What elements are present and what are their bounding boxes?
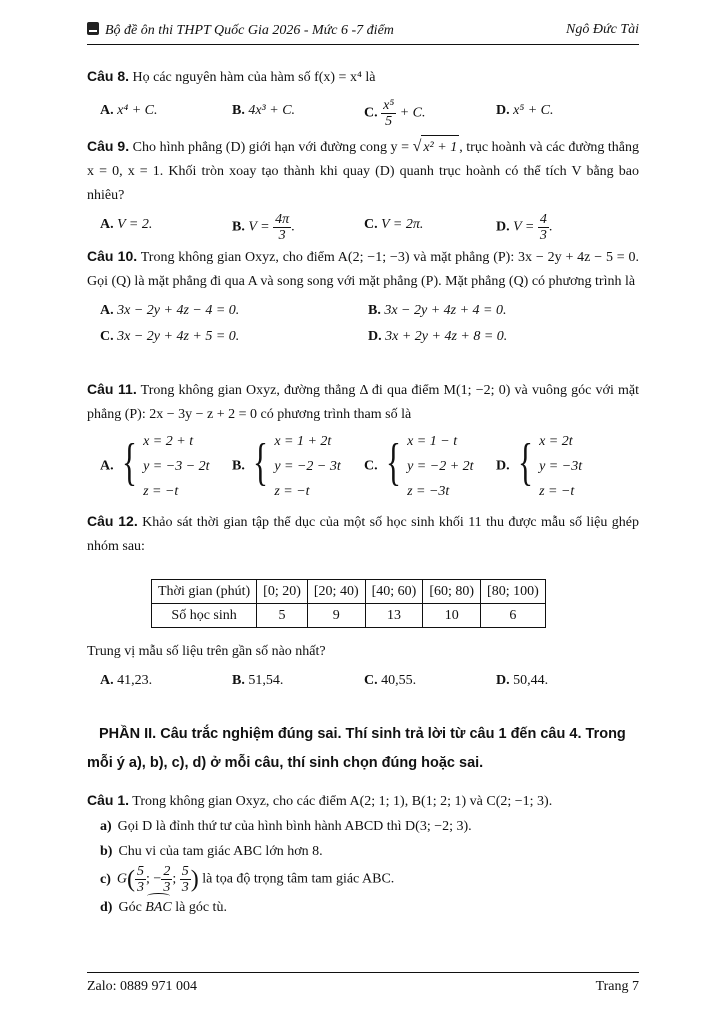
option-d: D. x⁵ + C. <box>496 103 554 118</box>
question-text: Khảo sát thời gian tập thể dục của một số học sinh khối 11 thu được mẫu số liệu ghép nhóm sau: <box>87 515 640 554</box>
option-c: C. $\frac{\text{x⁵}}{5}$ + C. <box>364 98 426 129</box>
item-a: a) Gọi D là đỉnh thứ tư của hình bình hành ABCD thì D(3; −2; 3). <box>100 819 472 834</box>
options <box>87 668 639 694</box>
footer-zalo: Zalo: 0889 971 004 <box>87 979 198 994</box>
angle-symbol: BAC <box>145 895 171 920</box>
options-row-1 <box>87 298 639 324</box>
table-row <box>152 604 546 628</box>
table-cell: [80; 100) <box>481 580 546 604</box>
table-cell: Số học sinh <box>152 604 257 628</box>
option-c: C. V = 2π. <box>364 217 424 232</box>
question-text: Họ các nguyên hàm của hàm số f(x) = x⁴ là <box>132 70 376 85</box>
question-label: Câu 8. <box>87 68 130 84</box>
option-d: D. 50,44. <box>496 673 549 688</box>
data-table <box>151 579 546 628</box>
table-cell: [0; 20) <box>257 580 308 604</box>
page-header <box>87 22 639 45</box>
option-a: A. 3x − 2y + 4z − 4 = 0. <box>100 303 240 318</box>
option-c: C. 3x − 2y + 4z + 5 = 0. <box>100 329 240 344</box>
part-2 <box>87 704 639 920</box>
table-cell: Thời gian (phút) <box>152 580 257 604</box>
question-text: Cho hình phẳng (D) giới hạn với đường cong y = <box>132 140 413 155</box>
item-c: c) G( $\frac{5}{3}$ ; − $\frac{2}{3}$ ; $\frac{5}{3}$ ) là tọa độ trọng tâm tam giác ABC. <box>100 864 395 895</box>
option-b: B. 4x³ + C. <box>232 103 296 118</box>
table-row <box>152 580 546 604</box>
table-cell: 13 <box>365 604 423 628</box>
option-a: A. x⁴ + C. <box>100 103 158 118</box>
option-c: C. 40,55. <box>364 673 417 688</box>
table-cell: [40; 60) <box>365 580 423 604</box>
question-label: Câu 1. <box>87 792 130 808</box>
question-text: Trong không gian Oxyz, đường thẳng Δ đi qua điểm M(1; −2; 0) và vuông góc với mặt phẳng (P): 2x − 3y − z + 2 = 0 có phương trình tham số là <box>87 383 640 422</box>
table-cell: 6 <box>481 604 546 628</box>
table-cell: [60; 80) <box>423 580 481 604</box>
table-cell: 10 <box>423 604 481 628</box>
option-b: B. 51,54. <box>232 673 284 688</box>
table-cell: [20; 40) <box>307 580 365 604</box>
option-c: C. { x = 1 − t y = −2 + 2t z = −3t <box>364 434 474 499</box>
question-text: Trong không gian Oxyz, cho các điểm A(2; 1; 1), B(1; 2; 1) và C(2; −1; 3). <box>132 794 553 809</box>
question-sub: Trung vị mẫu số liệu trên gần số nào nhất? <box>87 644 326 659</box>
option-b: B. V = $\frac{4\pi}{3}$ . <box>232 212 295 243</box>
option-d: D. { x = 2t y = −3t z = −t <box>496 434 583 499</box>
option-b: B. 3x − 2y + 4z + 4 = 0. <box>368 303 507 318</box>
question-text-cont: , trục hoành và các đường thẳng x = 0, x = 1. Khối tròn xoay tạo thành khi quay (D) quanh trục hoành có thể tích V bằng bao nhiêu? <box>87 140 640 203</box>
table-cell: 5 <box>257 604 308 628</box>
item-b: b) Chu vi của tam giác ABC lớn hơn 8. <box>100 844 323 859</box>
item-d: d) Góc BAC là góc tù. <box>100 895 639 920</box>
question-label: Câu 10. <box>87 248 138 264</box>
header-author: Ngô Đức Tài <box>566 22 639 37</box>
question-label: Câu 11. <box>87 381 137 397</box>
question-10 <box>87 244 639 350</box>
page-number: Trang 7 <box>595 979 639 994</box>
page-footer <box>87 972 639 995</box>
book-icon <box>87 22 99 35</box>
question-label: Câu 9. <box>87 138 130 154</box>
question-12 <box>87 509 639 694</box>
header-title: Bộ đề ôn thi THPT Quốc Gia 2026 - Mức 6 -7 điểm <box>105 23 394 38</box>
option-d: D. V = $\frac{4}{3}$ . <box>496 212 553 243</box>
option-b: B. { x = 1 + 2t y = −2 − 3t z = −t <box>232 434 341 499</box>
option-a: A. 41,23. <box>100 673 153 688</box>
options <box>87 98 639 129</box>
option-a: A. V = 2. <box>100 217 153 232</box>
true-false-items <box>87 814 639 920</box>
option-d: D. 3x + 2y + 4z + 8 = 0. <box>368 329 508 344</box>
part-2-title: PHẦN II. Câu trắc nghiệm đúng sai. Thí sinh trả lời từ câu 1 đến câu 4. Trong mỗi ý a), b), c), d) ở mỗi câu, thí sinh chọn đúng hoặc sai. <box>87 726 626 771</box>
question-11 <box>87 377 639 504</box>
options-row-2 <box>87 324 639 350</box>
options <box>87 212 639 243</box>
table-cell: 9 <box>307 604 365 628</box>
question-8 <box>87 64 639 129</box>
question-label: Câu 12. <box>87 513 138 529</box>
options <box>87 429 639 504</box>
question-text: Trong không gian Oxyz, cho điểm A(2; −1; −3) và mặt phẳng (P): 3x − 2y + 4z − 5 = 0. Gọi (Q) là mặt phẳng đi qua A và song song với mặt phẳng (P). Mặt phẳng (Q) có phương trình là <box>87 250 640 289</box>
option-a: A. { x = 2 + t y = −3 − 2t z = −t <box>100 434 210 499</box>
sqrt-expression: x² + 1 <box>421 135 459 160</box>
question-9: Câu 9. Cho hình phẳng (D) giới hạn với đường cong y = √ x² + 1 , trục hoành và các đường thẳng x = 0, x = 1. Khối tròn xoay tạo thành khi quay (D) quanh trục hoành có thể tích V bằng bao nhiêu? A. V = 2. B. V = $\frac{4\pi}{3}$ . C. V = 2π. D. V = $\frac{4}{3}$ . <box>87 134 639 243</box>
